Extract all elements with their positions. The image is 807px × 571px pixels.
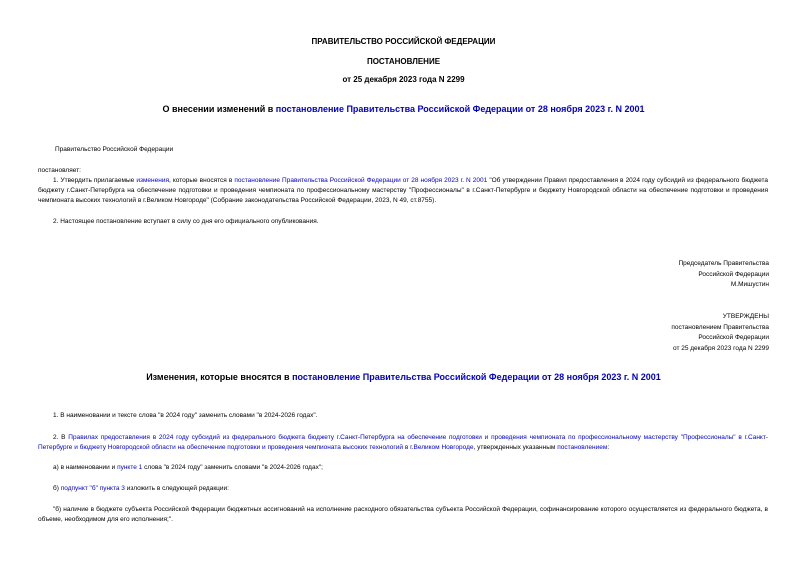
approved-title: УТВЕРЖДЕНЫ (722, 313, 769, 320)
resolves-text: постановляет: (38, 167, 81, 174)
change-2-b: , утвержденных указанным (473, 444, 558, 451)
changes-link[interactable]: изменения (136, 177, 169, 184)
government-title: ПРАВИТЕЛЬСТВО РОССИЙСКОЙ ФЕДЕРАЦИИ (311, 37, 496, 46)
change-2 (38, 433, 768, 453)
approved-block (671, 312, 769, 354)
paragraph-1-a: 1. Утвердить прилагаемые (53, 177, 137, 184)
signature-name: М.Мишустин (730, 281, 769, 288)
changes-title (0, 372, 807, 382)
approved-org: Российской Федерации (698, 334, 769, 341)
change-2-a: 2. В (53, 434, 69, 441)
signature-org: Российской Федерации (698, 270, 769, 278)
issuer-text: Правительство Российской Федерации (55, 146, 174, 153)
change-2b-b: изложить в следующей редакции: (124, 485, 229, 492)
changes-title-prefix: Изменения, которые вносятся в (146, 372, 293, 382)
approved-date: от 25 декабря 2023 года N 2299 (672, 344, 769, 352)
change-2b-text: "б) наличие в бюджете субъекта Российской Федерации бюджетных ассигнований на исполнение расходного обязательства субъекта Российской Федерации, софинансирование которого осуществляется из федерального бюджета, в объеме, необходимом для его исполнения;". (38, 506, 768, 523)
rules-link[interactable]: Правилах предоставления в 2024 году субсидий из федерального бюджета бюджету г.Санкт-Петербурга на обеспечение подготовки и проведения чемпионата по профессиональному мастерству "Профессионалы" в г.Санкт-Петербурге и бюджету Новгородской области на обеспечение подготовки и проведения чемпионата высоких технологий в г.Великом Новгороде (38, 434, 768, 451)
change-2-c: : (607, 444, 610, 451)
change-2b (53, 484, 229, 494)
document-title-prefix: О внесении изменений в (162, 104, 276, 114)
point-1-link[interactable]: пункте 1 (117, 464, 143, 471)
approved-by: постановлением Правительства (671, 323, 769, 331)
document-title-link[interactable]: постановление Правительства Российской Федерации от 28 ноября 2023 г. N 2001 (275, 104, 645, 114)
paragraph-1-c: "Об утверждении Правил предоставления в 2024 году субсидий из федерального бюджета бюджету г.Санкт-Петербурга на обеспечение подготовки и проведения чемпионата по профессиональному мастерству "Профессионалы" в г.Санкт-Петербурге и бюджету Новгородской области на обеспечение подготовки и проведения чемпионата высоких технологий в г.Великом Новгороде" (Собрание законодательства Российской Федерации, 2023, N 49, ст.8755). (38, 177, 768, 204)
paragraph-1-b: , которые вносятся в (168, 177, 235, 184)
paragraph-1 (38, 176, 768, 206)
document-title (0, 104, 807, 114)
signature-position: Председатель Правительства (678, 260, 769, 267)
resolution-2001-link[interactable]: постановление Правительства Российской Федерации от 28 ноября 2023 г. N 2001 (234, 177, 488, 184)
paragraph-2: 2. Настоящее постановление вступает в силу со дня его официального опубликования. (53, 218, 319, 225)
signature-block (678, 259, 769, 291)
resolution-link[interactable]: постановлением (557, 444, 608, 451)
subpoint-b-link[interactable]: подпункт "б" пункта 3 (60, 485, 125, 492)
changes-title-link[interactable]: постановление Правительства Российской Федерации от 28 ноября 2023 г. N 2001 (292, 372, 661, 382)
change-2a-b: слова "в 2024 году" заменить словами "в 2024-2026 годах"; (142, 464, 323, 471)
change-2a (53, 463, 323, 473)
document-type: ПОСТАНОВЛЕНИЕ (366, 57, 441, 66)
change-1: 1. В наименовании и тексте слова "в 2024 году" заменить словами "в 2024-2026 годах". (53, 412, 318, 419)
change-2b-a: б) (53, 485, 61, 492)
change-2a-a: а) в наименовании и (53, 464, 118, 471)
document-date-number: от 25 декабря 2023 года N 2299 (342, 75, 465, 84)
